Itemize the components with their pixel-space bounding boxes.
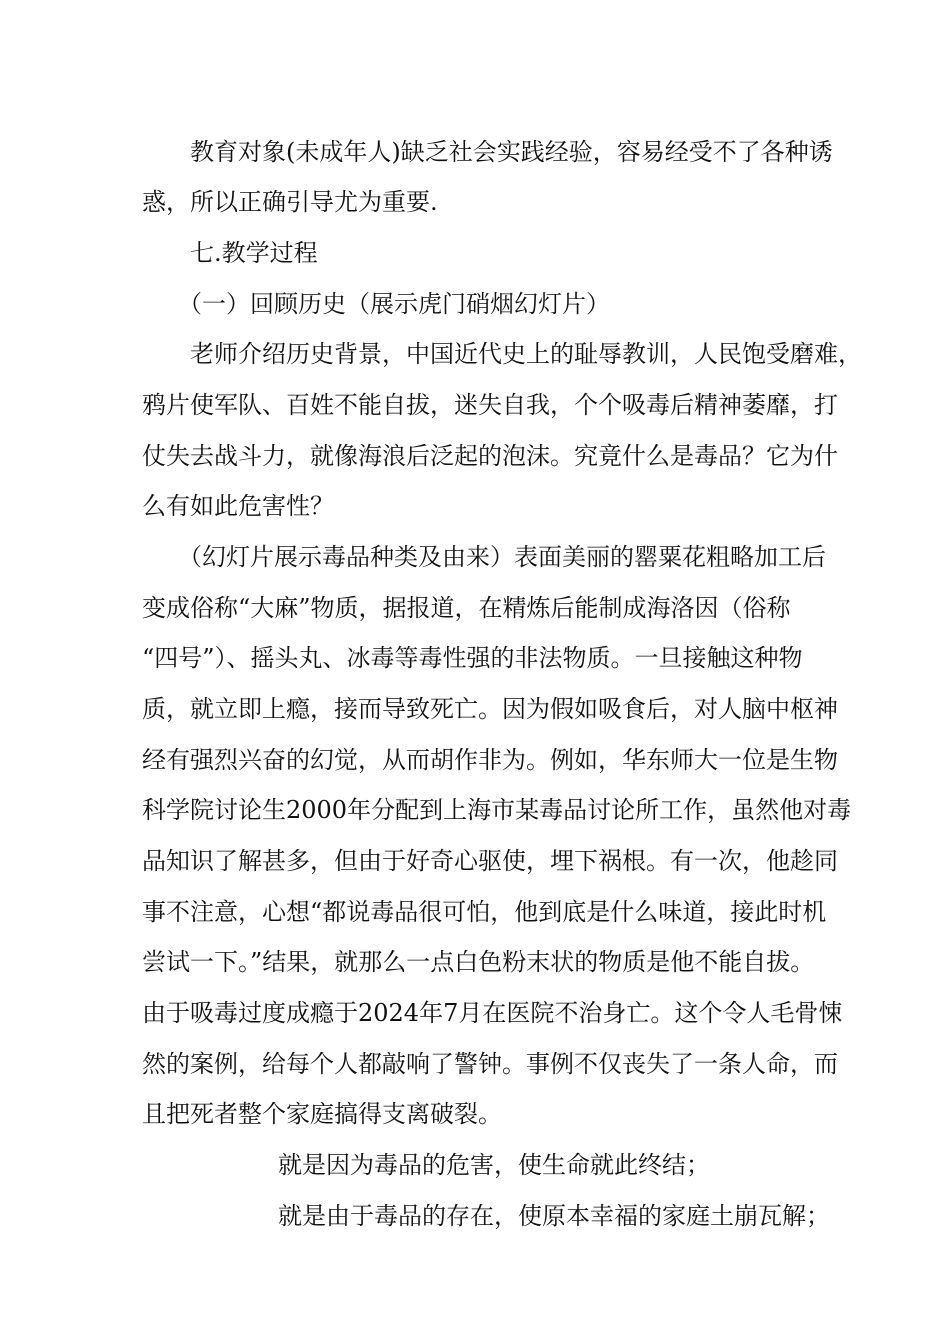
paragraph-line: 且把死者整个家庭搞得支离破裂。 bbox=[142, 1100, 502, 1128]
paragraph-line: 鸦片使军队、百姓不能自拔，迷失自我，个个吸毒后精神萎靡，打 bbox=[142, 391, 838, 419]
subsection-heading: （一）回顾历史（展示虎门硝烟幻灯片） bbox=[178, 290, 610, 318]
paragraph-line: 变成俗称“大麻”物质，据报道，在精炼后能制成海洛因（俗称 bbox=[142, 594, 791, 622]
paragraph-line: 教育对象(未成年人)缺乏社会实践经验，容易经受不了各种诱 bbox=[190, 138, 833, 166]
paragraph-line: 事不注意，心想“都说毒品很可怕，他到底是什么味道，接此时机 bbox=[142, 898, 827, 926]
paragraph-line: （幻灯片展示毒品种类及由来）表面美丽的罂粟花粗略加工后 bbox=[178, 543, 826, 571]
paragraph-line: 惑，所以正确引导尤为重要. bbox=[142, 188, 438, 216]
indented-line: 就是由于毒品的存在，使原本幸福的家庭土崩瓦解； bbox=[278, 1202, 830, 1230]
section-heading: 七.教学过程 bbox=[190, 239, 318, 267]
paragraph-line: 经有强烈兴奋的幻觉，从而胡作非为。例如，华东师大一位是生物 bbox=[142, 746, 838, 774]
paragraph-line: 然的案例，给每个人都敲响了警钟。事例不仅丧失了一条人命，而 bbox=[142, 1050, 838, 1078]
paragraph-line: 么有如此危害性？ bbox=[142, 492, 334, 520]
paragraph-line: 品知识了解甚多，但由于好奇心驱使，埋下祸根。有一次，他趁同 bbox=[142, 847, 838, 875]
paragraph-line: 科学院讨论生2000年分配到上海市某毒品讨论所工作，虽然他对毒 bbox=[142, 796, 852, 824]
paragraph-line: 由于吸毒过度成瘾于2024年7月在医院不治身亡。这个令人毛骨悚 bbox=[142, 999, 843, 1027]
paragraph-line: 仗失去战斗力，就像海浪后泛起的泡沫。究竟什么是毒品？它为什 bbox=[142, 442, 838, 470]
paragraph-line: 尝试一下。”结果，就那么一点白色粉末状的物质是他不能自拔。 bbox=[142, 948, 815, 976]
paragraph-line: 质，就立即上瘾，接而导致死亡。因为假如吸食后，对人脑中枢神 bbox=[142, 695, 838, 723]
indented-line: 就是因为毒品的危害，使生命就此终结； bbox=[278, 1151, 710, 1179]
paragraph-line: “四号”）、摇头丸、冰毒等毒性强的非法物质。一旦接触这种物 bbox=[142, 644, 803, 672]
paragraph-line: 老师介绍历史背景，中国近代史上的耻辱教训，人民饱受磨难， bbox=[190, 340, 862, 368]
